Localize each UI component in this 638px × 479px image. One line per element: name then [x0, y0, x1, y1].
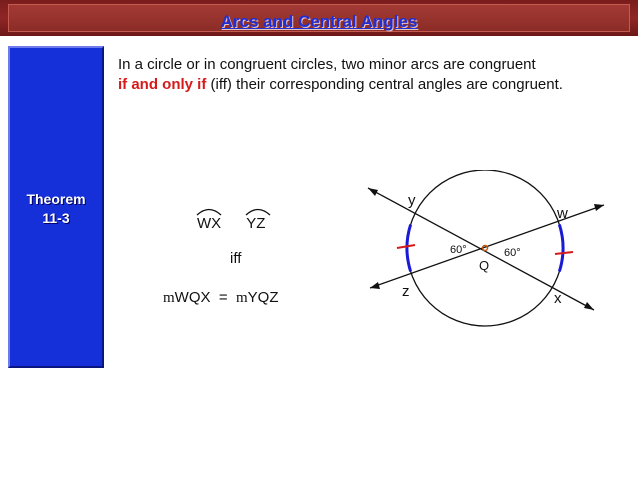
theorem-sentence-start: In a circle or in congruent circles, two minor arcs are congruent: [118, 56, 536, 73]
theorem-sidebar: [8, 46, 104, 368]
arc-symbol-icon: [243, 206, 273, 216]
theorem-label: [10, 190, 102, 228]
measure-m1: m: [163, 290, 175, 306]
label-x: x: [554, 290, 562, 307]
arc-congruence-statement: [197, 215, 265, 232]
arrow-yx-start: [368, 188, 378, 196]
theorem-label-line1: Theorem: [26, 191, 86, 207]
angle-wqx: WQX: [174, 289, 211, 306]
circle-outline: [407, 170, 563, 326]
tick-mark-right: [555, 252, 573, 254]
angle-yqz: YQZ: [247, 289, 279, 306]
title-panel: [8, 4, 630, 32]
arrow-zw-end: [594, 204, 604, 211]
label-z: z: [402, 283, 410, 300]
arc-wx-text: WX: [197, 215, 222, 232]
title-bar: [0, 0, 638, 36]
iff-text: iff: [230, 250, 242, 267]
measure-m2: m: [235, 290, 248, 306]
arc-yz-label: [246, 215, 265, 232]
arc-yz-text: YZ: [246, 215, 266, 232]
arc-wx: [559, 225, 563, 272]
circle-diagram: [350, 170, 610, 330]
arrow-yx-end: [584, 302, 594, 310]
angle-equality-statement: [163, 289, 278, 307]
arc-symbol-icon: [194, 206, 224, 216]
arc-wx-label: [197, 215, 221, 232]
label-q: Q: [479, 258, 490, 273]
equals-sign: =: [218, 289, 228, 306]
arrow-zw-start: [370, 282, 380, 289]
arc-yz: [407, 225, 411, 272]
center-point: [483, 246, 488, 251]
theorem-label-line2: 11-3: [42, 210, 70, 226]
label-y: y: [408, 192, 416, 209]
theorem-statement: [118, 55, 618, 95]
angle-label-left: 60°: [450, 244, 467, 256]
slide-title: Arcs and Central Angles: [220, 12, 418, 31]
angle-label-right: 60°: [504, 247, 521, 259]
iff-phrase: if and only if: [118, 76, 207, 93]
theorem-sentence-end: (iff) their corresponding central angles are congruent.: [206, 76, 563, 93]
label-w: w: [557, 205, 568, 222]
